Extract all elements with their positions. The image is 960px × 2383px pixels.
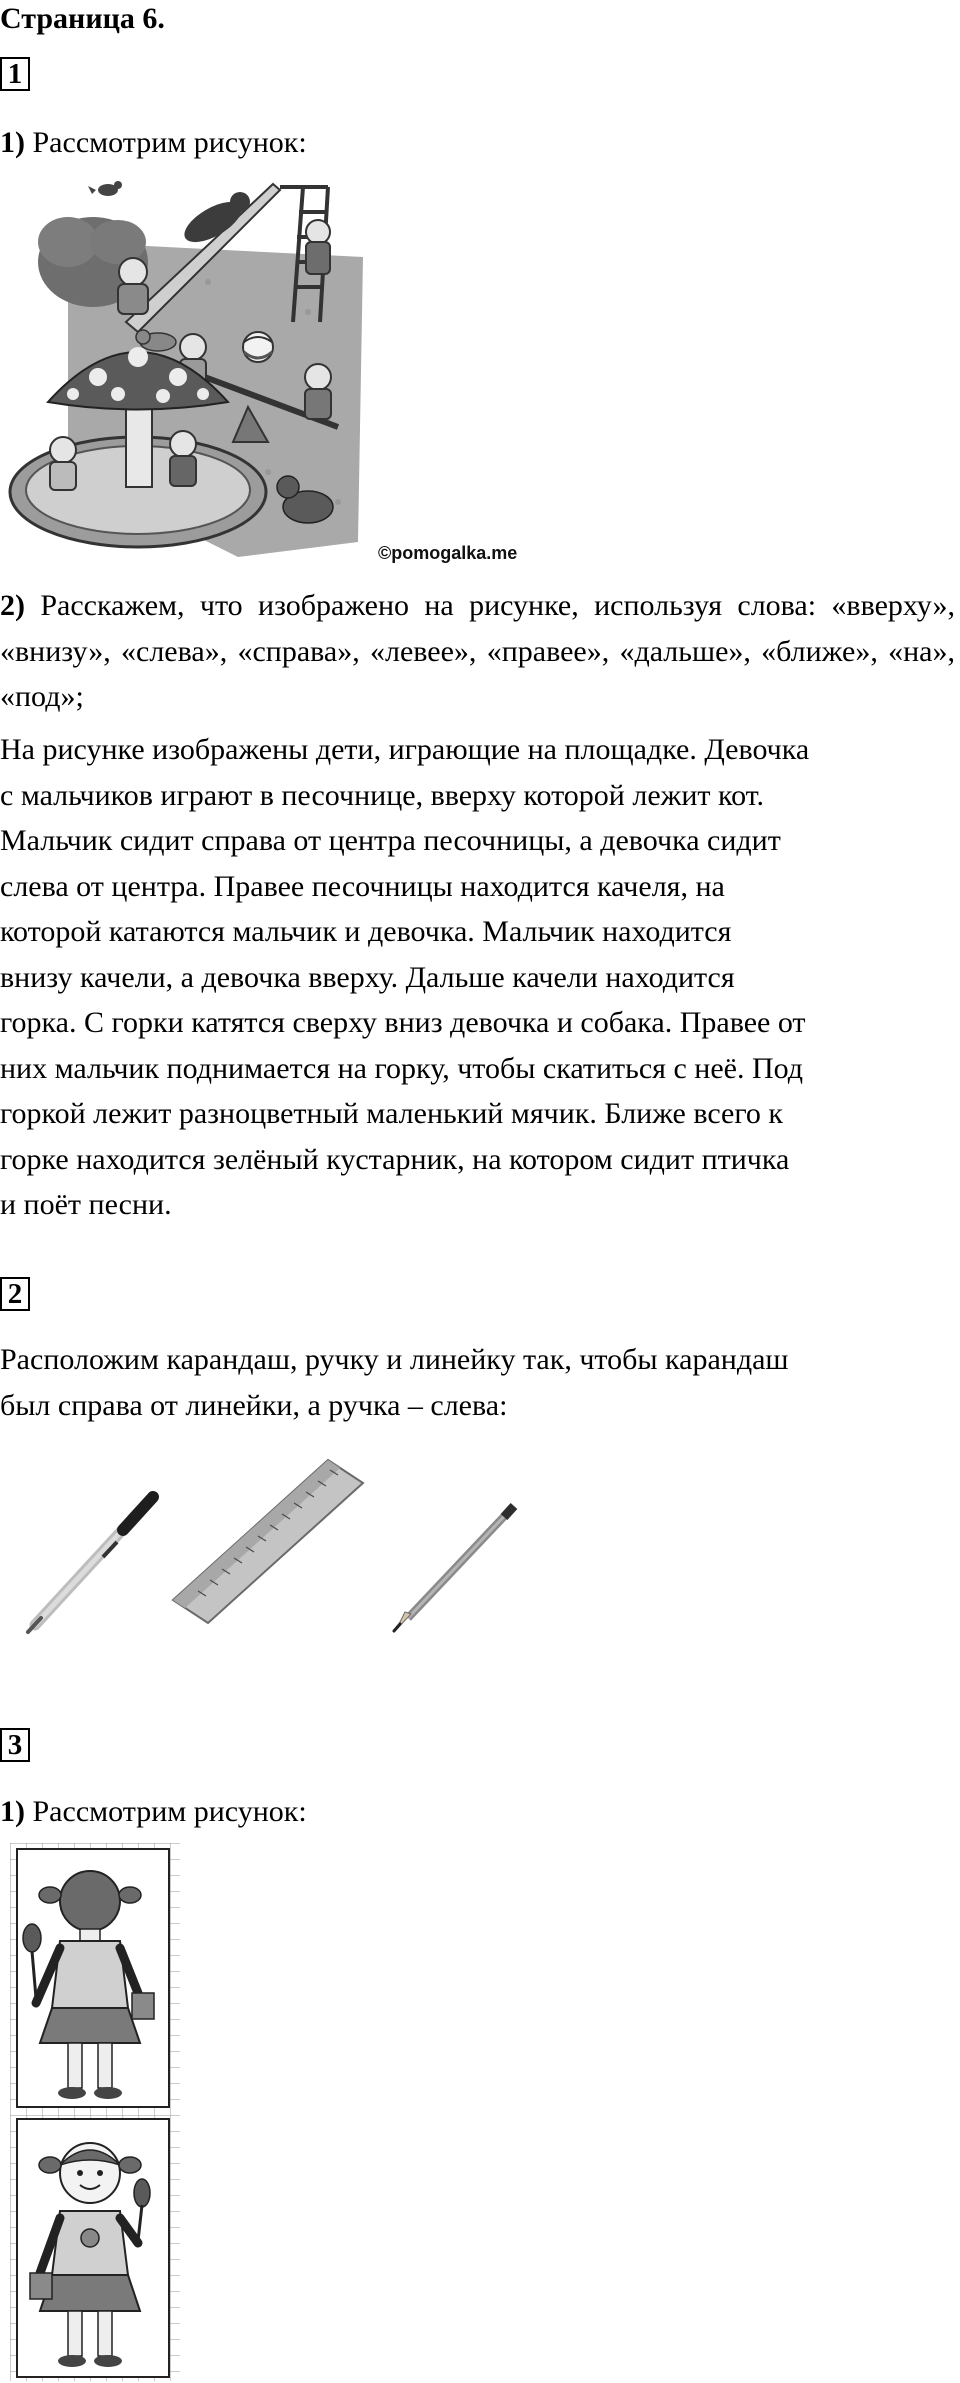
answer-line: которой катаются мальчик и девочка. Мальчик находится [0,915,732,948]
task1-step1-text: Рассмотрим рисунок: [32,126,307,159]
kid-climbing [306,220,330,274]
answer-line: них мальчик поднимается на горку, чтобы скатиться с неё. Под [0,1051,804,1085]
answer-line: горке находится зелёный кустарник, на котором сидит птичка [0,1142,790,1176]
boy-in-sandbox [170,431,196,486]
task1-step2-number: 2) [0,589,25,622]
answer-line: и поёт песни. [0,1188,172,1221]
answer-line: На рисунке изображены дети, играющие на площадке. Девочка [0,733,810,766]
task-number-1: 1 [0,57,30,91]
page-title: Страница 6. [0,2,165,35]
pen-image [25,1490,160,1640]
task2-text-line: Расположим карандаш, ручку и линейку так, чтобы карандаш [0,1343,789,1376]
kid-on-slide [118,258,148,314]
answer-line: слева от центра. Правее песочницы находится качеля, на [0,869,725,903]
task2-text [0,1337,955,1428]
answer-line: горкой лежит разноцветный маленький мячик. Ближе всего к [0,1097,783,1130]
task3-step1-number: 1) [0,1795,25,1828]
answer-line: горка. С горки катятся сверху вниз девочка и собака. Правее от [0,1006,806,1039]
girl-views-illustration [10,1843,180,2381]
task1-step2 [0,583,955,720]
girl-in-sandbox [50,437,76,490]
task1-step2-text: Расскажем, что изображено на рисунке, используя слова: «вверху», «внизу», «слева», «справа», «левее», «правее», «дальше», «ближе», «на», «под»; [0,589,955,713]
watermark: ©pomogalka.me [378,543,518,563]
answer-line: с мальчиков играют в песочнице, вверху которой лежит кот. [0,778,765,812]
task2-text-line: был справа от линейки, а ручка – слева: [0,1388,508,1422]
playground-illustration [8,172,368,572]
answer-line: внизу качели, а девочка вверху. Дальше качели находится [0,960,735,994]
task3-step1 [0,1793,307,1831]
pencil-image [390,1500,520,1635]
ball [243,332,273,362]
task-number-3: 3 [0,1728,30,1762]
task3-step1-text: Рассмотрим рисунок: [32,1795,307,1828]
bird [88,181,122,196]
ruler-image [168,1455,368,1630]
answer-line: Мальчик сидит справа от центра песочницы, а девочка сидит [0,824,781,857]
task1-answer [0,727,955,1228]
task-number-2: 2 [0,1277,30,1311]
task1-step1-number: 1) [0,126,25,159]
task1-step1 [0,124,307,162]
